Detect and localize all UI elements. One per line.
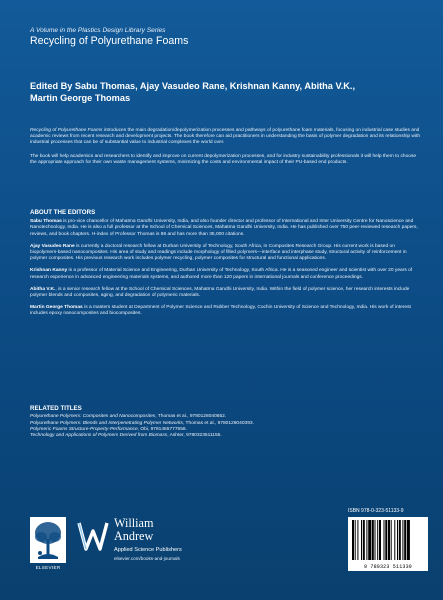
editor-bio-text: is pro-vice chancellor of Mahatma Gandhi University, India, and also founder director and professor of International and Inter University Centre for Nanoscience and Nanotechnology, India. He is also a full professor at the School of Chemical Sciences, Mahatma Gandhi University, India. He has published over 750 peer-reviewed research papers, reviews, and book chapters. H-index of Professor Thomas is 86 and has more than 35,000 citations. xyxy=(30,219,418,237)
editor-name: Ajay Vasudeo Rane xyxy=(30,243,75,249)
related-title: Polymeric Foams Structure-Property-Performance xyxy=(30,426,138,432)
editor-bio-text: is a professor of Material Science and Engineering, Durban University of Technology, South Africa. He is a seasoned engineer and scientist with over 20 years of research experience in advanced engineering materials systems, and authored more than 120 papers in international journals and conference proceedings. xyxy=(30,268,413,280)
editors-credit xyxy=(30,80,421,104)
wa-line-1: William xyxy=(114,516,154,530)
william-andrew-logo-icon xyxy=(76,519,110,553)
related-title: Technology and Applications of Polymers Derived from Biomass xyxy=(30,433,168,439)
editor-bio xyxy=(30,287,421,299)
william-andrew-wordmark xyxy=(114,517,153,543)
editor-bio-text: , is a senior research fellow at the School of Chemical Sciences, Mahatma Gandhi University, India. Within the field of polymer science, her research interests include polymer blends and composites, aging, and degradation of polymeric materials. xyxy=(30,286,410,299)
barcode-bars-icon xyxy=(352,520,424,560)
description-paragraph-2: The book will help academics and researchers to identify and improve on current depolymerization processes, and for industry sustainability professionals it will help them to choose the appropriate approach for their own waste management systems, minimizing the costs and environmental impact of their PU-based end products. xyxy=(30,153,417,165)
editor-bio xyxy=(30,244,421,263)
editors-line-1: Edited By Sabu Thomas, Ajay Vasudeo Rane, Krishnan Kanny, Abitha V.K., xyxy=(30,81,356,91)
editor-bio-text: is a masters student at Department of Polymer Science and Rubber Technology, Cochin University of Science and Technology, India. His work of interest includes epoxy nanocomposites and biocomposites. xyxy=(30,305,411,317)
wa-line-2: Andrew xyxy=(114,529,154,543)
editor-bio xyxy=(30,219,421,238)
related-title: Polyurethane Polymers: Blends and Interpenetrating Polymer Networks xyxy=(30,420,183,426)
related-title-details: , Thomas et al., 9780128040393. xyxy=(182,420,254,426)
elsevier-tree-logo-icon xyxy=(30,517,66,563)
related-titles-section xyxy=(30,406,421,439)
description-p1-text: introduces the main degradation/depolymerization processes and pathways of polyurethane foam materials, focusing on industrial case studies and academic reviews from recent research and development projects. The book therefore can aid practitioners in understanding the basis of polymer degradation and its relationship with industrial processes that can be of substantial value to industrial complexes the world over. xyxy=(30,128,421,146)
about-heading: ABOUT THE EDITORS xyxy=(30,209,96,216)
about-editors-section xyxy=(30,210,421,324)
editor-name: Krishnan Kanny xyxy=(30,268,68,274)
editor-bio xyxy=(30,268,421,280)
barcode xyxy=(348,517,428,571)
editor-bio xyxy=(30,305,421,317)
isbn-text: ISBN 978-0-323-51133-9 xyxy=(348,508,404,514)
editors-line-2: Martin George Thomas xyxy=(30,93,131,104)
barcode-digits: 9 780323 511339 xyxy=(363,564,412,570)
book-description xyxy=(30,128,421,173)
description-title-italic: Recycling of Polyurethane Foams xyxy=(30,128,103,133)
elsevier-wordmark: ELSEVIER xyxy=(35,565,61,570)
editor-name: Martin George Thomas xyxy=(30,305,83,311)
related-title-details: , Thomas et al., 9780128040652. xyxy=(155,414,227,420)
description-paragraph-1 xyxy=(30,128,421,147)
publisher-logos xyxy=(30,517,270,573)
related-title-item xyxy=(30,433,421,439)
editor-name: Abitha V.K. xyxy=(30,286,56,292)
series-line: A Volume in the Plastics Design Library Series xyxy=(30,27,166,34)
related-title-details: , Obi, 9781455777556. xyxy=(137,426,187,432)
related-title: Polyurethane Polymers: Composites and Nanocomposites xyxy=(30,414,156,420)
publisher-url: elsevier.com/books-and-journals xyxy=(114,556,180,561)
book-title: Recycling of Polyurethane Foams xyxy=(30,35,189,47)
related-title-details: , Ashter, 9780323511155. xyxy=(167,433,222,439)
publisher-subtitle: Applied Science Publishers xyxy=(114,547,182,553)
editor-name: Sabu Thomas xyxy=(30,219,62,225)
related-heading: RELATED TITLES xyxy=(30,405,82,412)
editor-bio-text: is currently a doctoral research fellow at Durban University of Technology, South Africa, in Composites Research Group. His current work is based on biopolymers-based nanocomposites. His area of study and readings include morphology of filled polymers—interface and interphase study, structural activity of reinforcement in polymer composites. His previous research work includes polymer recycling, polymer composites for structural and functional applications. xyxy=(30,243,407,262)
